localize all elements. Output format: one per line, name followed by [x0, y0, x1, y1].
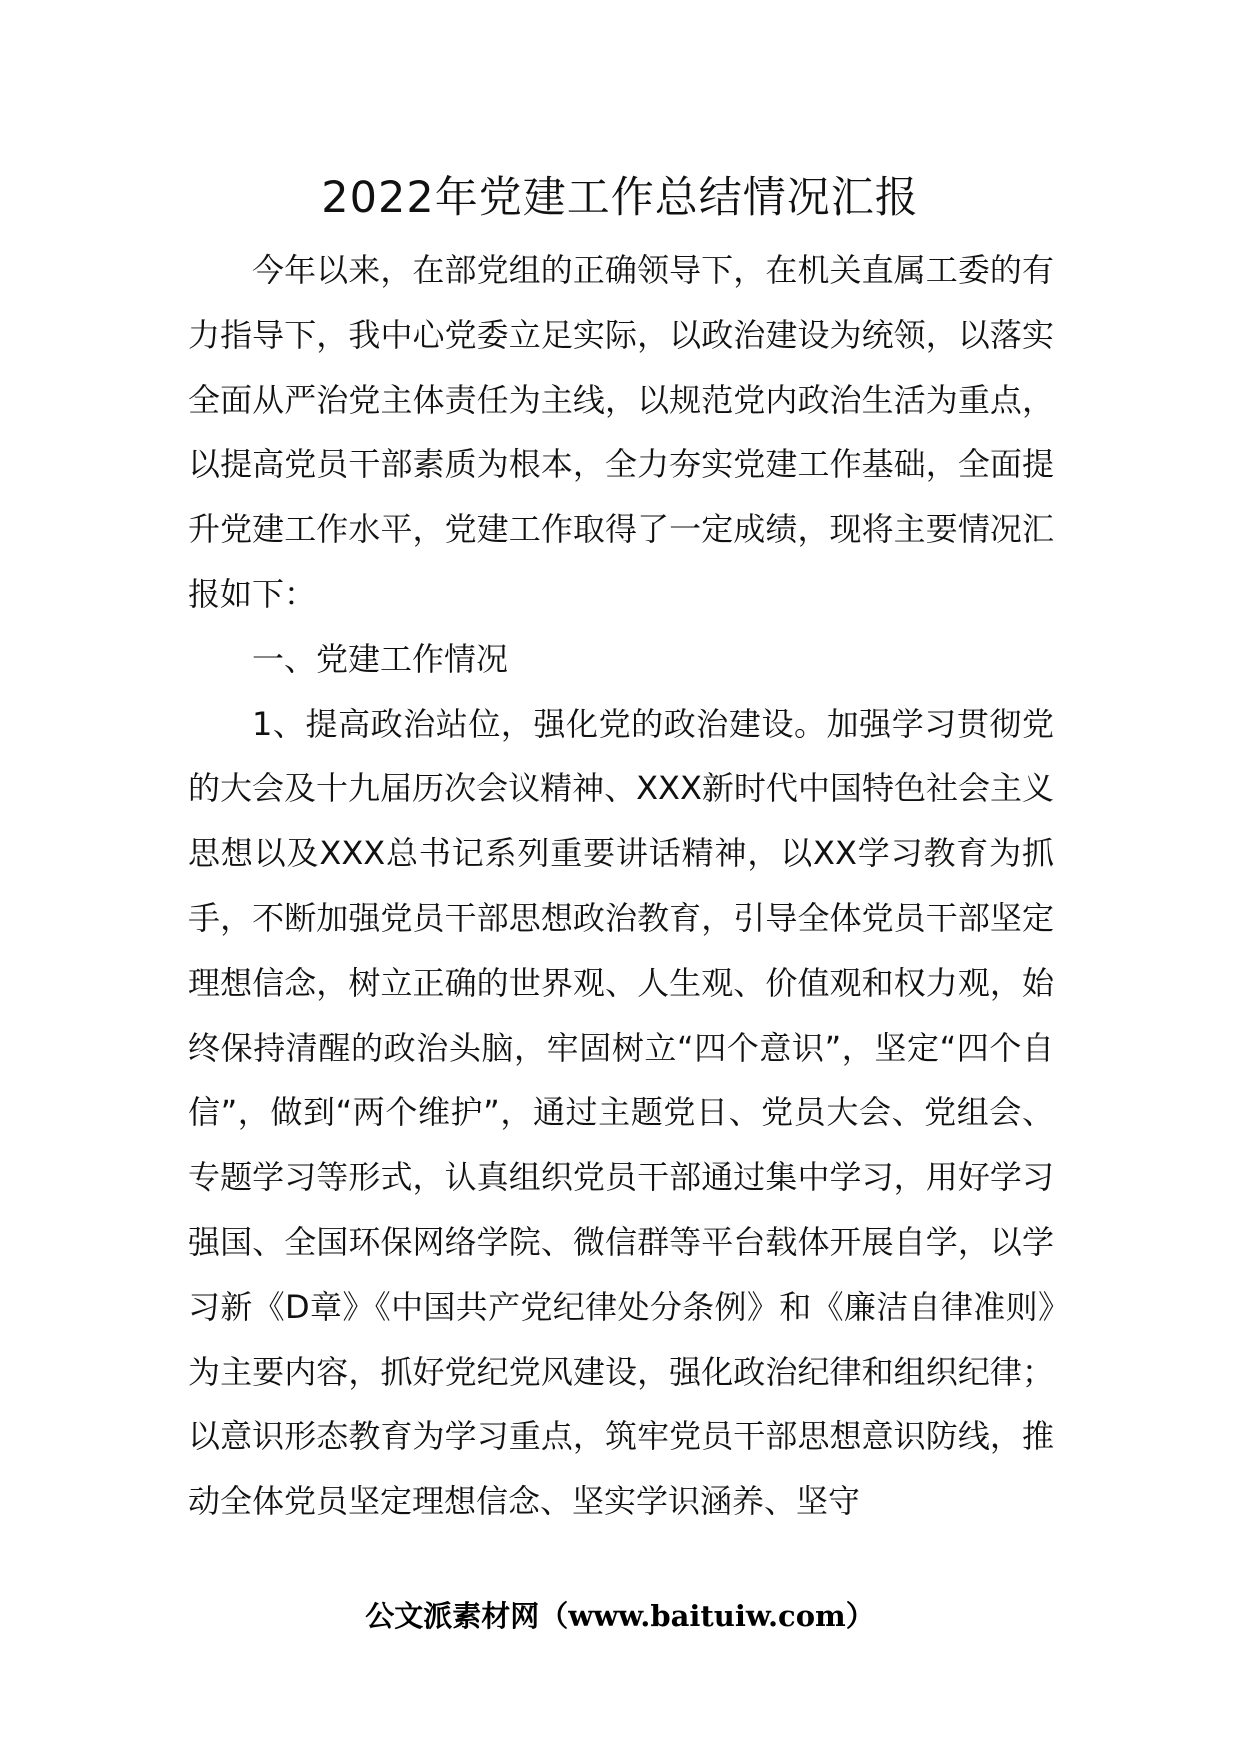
section-heading: 一、党建工作情况 [252, 639, 509, 678]
document-title: 2022年党建工作总结情况汇报 [321, 173, 919, 223]
paragraph-intro: 今年以来，在部党组的正确领导下，在机关直属工委的有力指导下，我中心党委立足实际，以政治建设为统领，以落实全面从严治党主体责任为主线，以规范党内政治生活为重点，以提高党员干部素质为根本，全力夯实党建工作基础，全面提升党建工作水平，党建工作取得了一定成绩，现将主要情况汇报如下： [188, 251, 1054, 613]
footer-watermark: 公文派素材网（www.baituiw.com） [365, 1599, 875, 1633]
document-body [188, 238, 1054, 1534]
paragraph-point-1: 1、提高政治站位，强化党的政治建设。加强学习贯彻党的大会及十九届历次会议精神、XXX新时代中国特色社会主义思想以及XXX总书记系列重要讲话精神，以XX学习教育为抓手，不断加强党员干部思想政治教育，引导全体党员干部坚定理想信念，树立正确的世界观、人生观、价值观和权力观，始终保持清醒的政治头脑，牢固树立“四个意识”，坚定“四个自信”，做到“两个维护”，通过主题党日、党员大会、党组会、专题学习等形式，认真组织党员干部通过集中学习，用好学习强国、全国环保网络学院、微信群等平台载体开展自学，以学习新《D章》《中国共产党纪律处分条例》和《廉洁自律准则》为主要内容，抓好党纪党风建设，强化政治纪律和组织纪律；以意识形态教育为学习重点，筑牢党员干部思想意识防线，推动全体党员坚定理想信念、坚实学识涵养、坚守 [188, 704, 1054, 1521]
